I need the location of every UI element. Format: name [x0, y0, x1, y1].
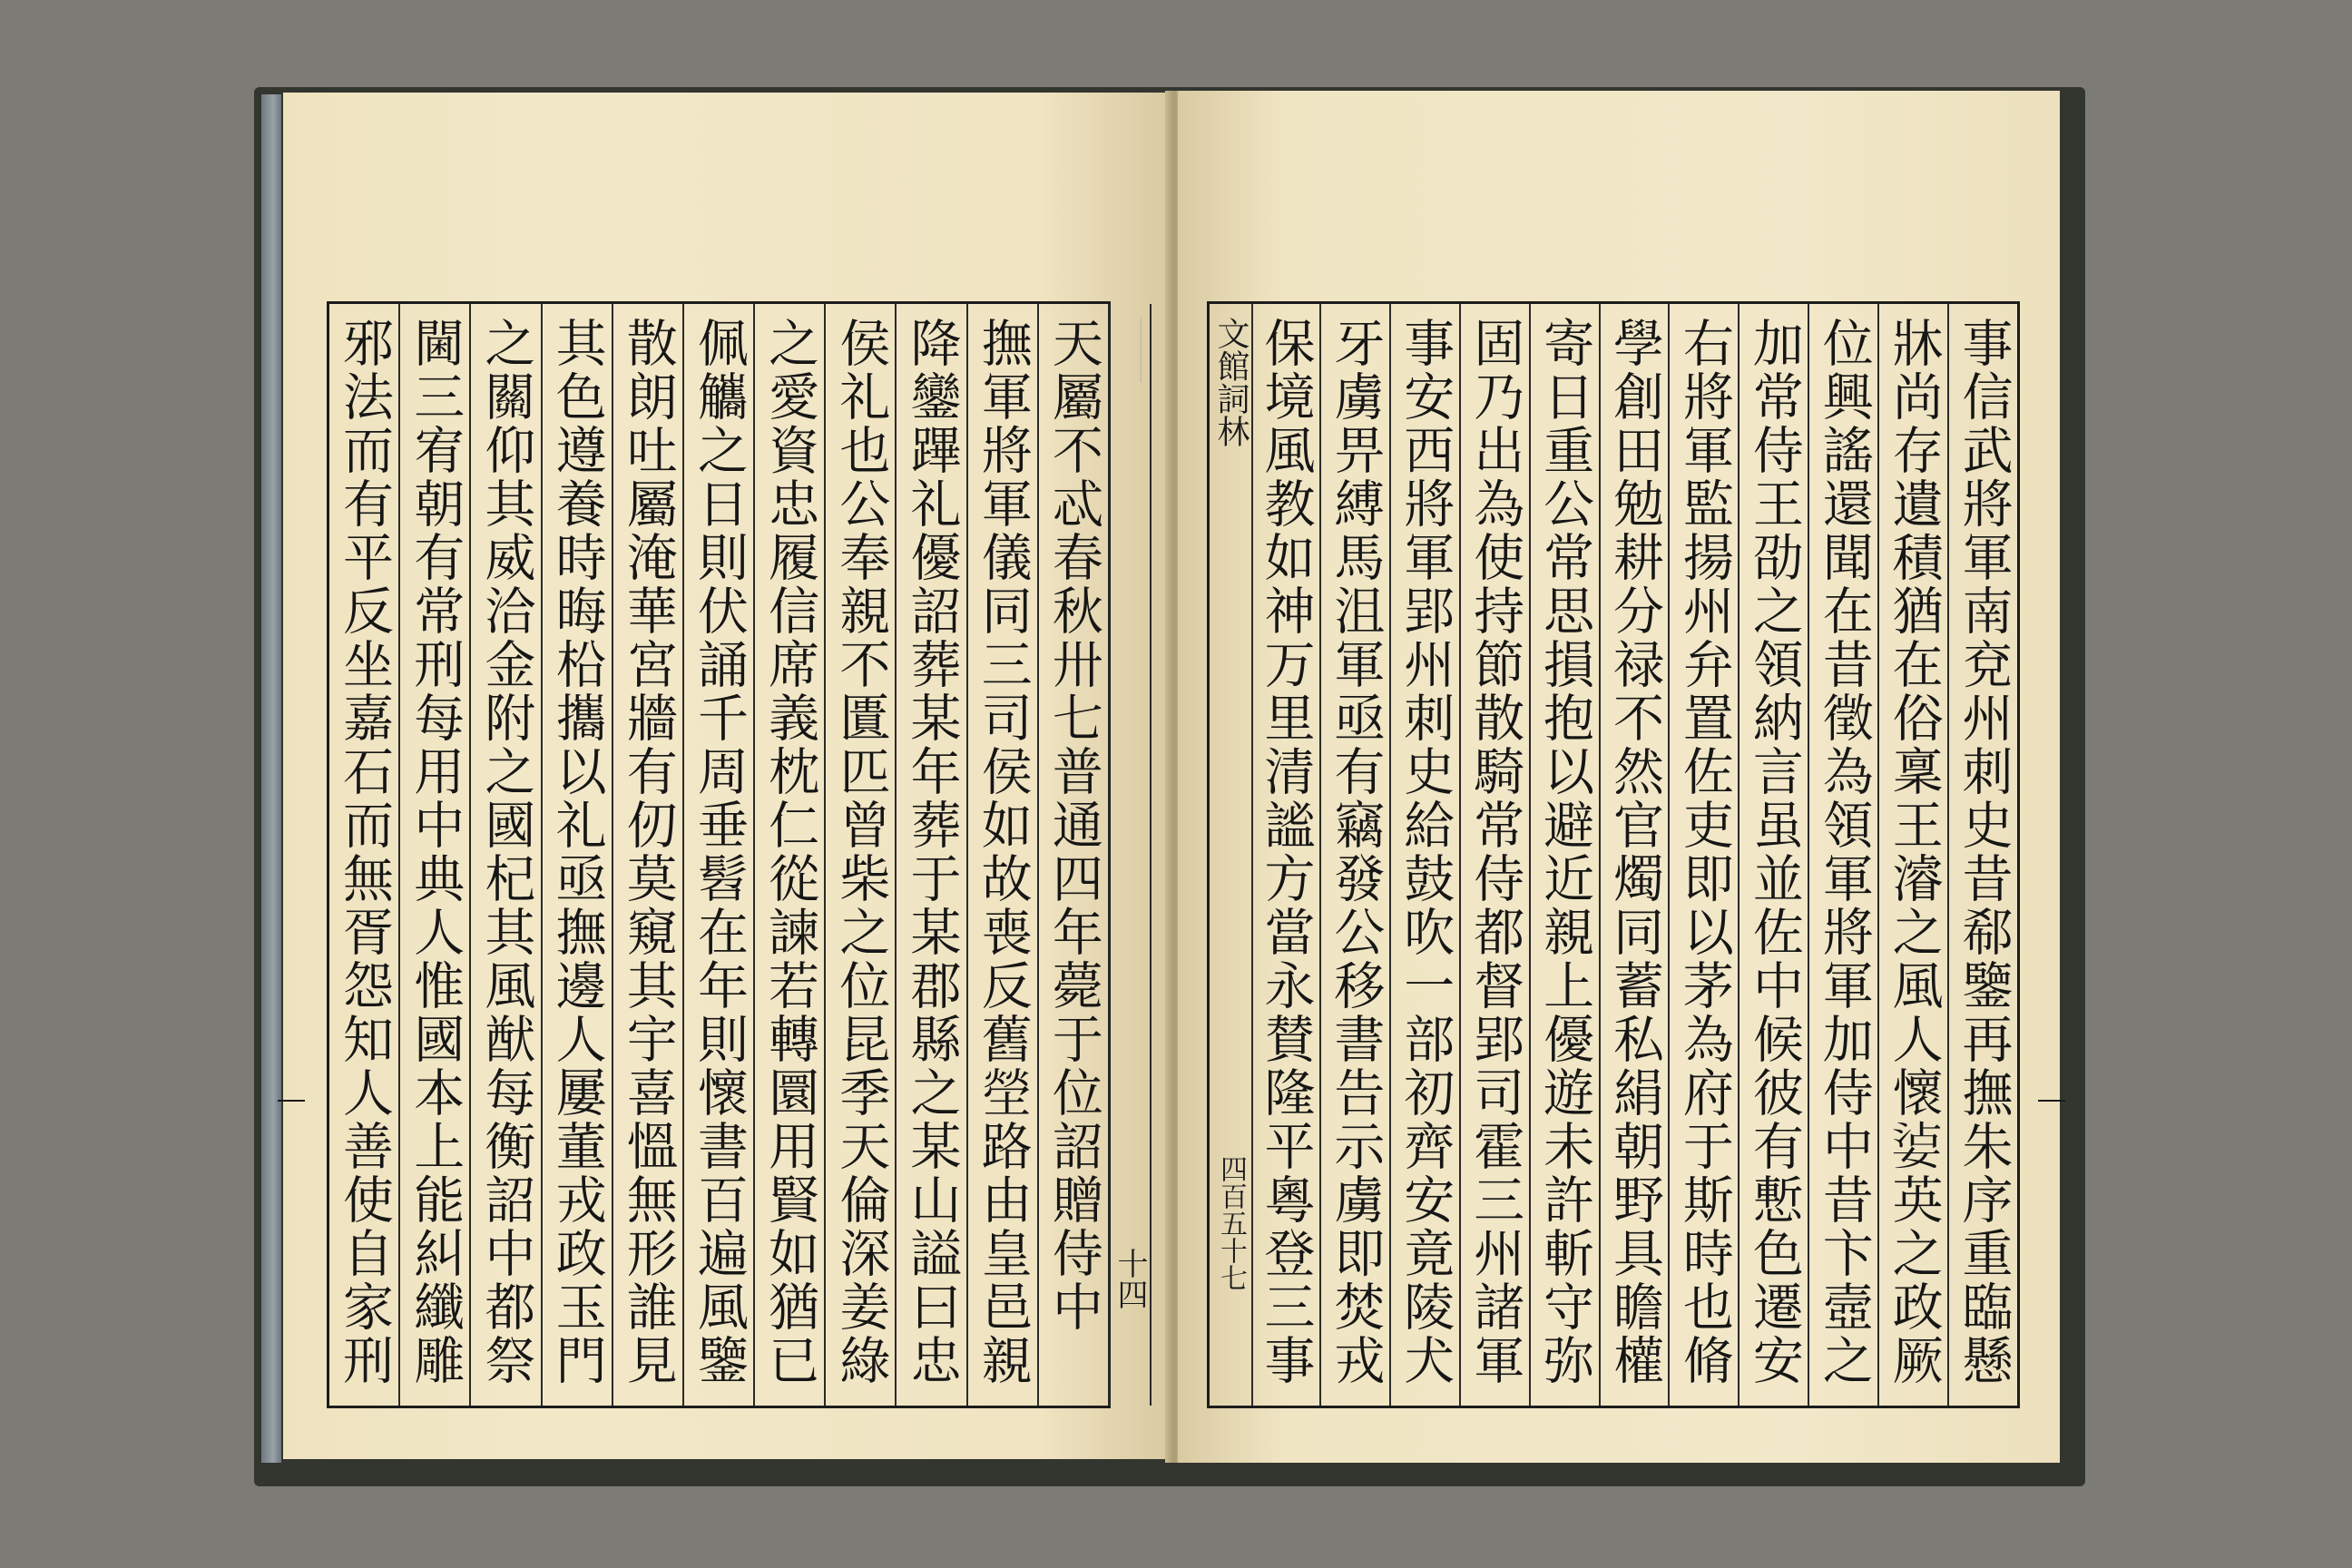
column-text: 佩觿之日則伏誦千周垂髫在年則懷書百遍風鑒 — [689, 317, 749, 1387]
left-center-tick — [278, 1100, 305, 1102]
column-text: 侯礼也公奉親不匱匹曾柴之位昆季天倫深姜綠 — [831, 317, 891, 1387]
left-text-column — [541, 304, 612, 1406]
show-through-mark: ⸻ — [1126, 316, 1158, 384]
left-text-column — [398, 304, 469, 1406]
column-text: 固乃出為使持節散騎常侍都督郢司霍三州諸軍 — [1465, 317, 1525, 1387]
column-text: 牀尚存遺積猶在俗稟王濬之風人懷𡝫英之政厥 — [1884, 317, 1944, 1387]
column-text: 之關仰其威洽金附之國杞其風猷每衡詔中都祭 — [476, 317, 536, 1387]
right-text-column — [1319, 304, 1389, 1406]
left-text-column — [824, 304, 895, 1406]
column-text: 加常侍王劭之領納言虽並佐中候彼有慙色遷安 — [1744, 317, 1804, 1387]
column-text: 位興謠還聞在昔徵為領軍將軍加侍中昔卞壼之 — [1814, 317, 1874, 1387]
right-text-column — [1599, 304, 1669, 1406]
column-text: 邪法而有平反坐嘉石而無胥怨知人善使自家刑 — [335, 317, 395, 1387]
left-text-column — [1037, 304, 1108, 1406]
book-spine-cloth — [261, 94, 281, 1463]
left-columns — [329, 304, 1108, 1406]
column-text: 降鑾蹕礼優詔葬某年葬于某郡縣之某山謚曰忠 — [902, 317, 962, 1387]
right-folio: 四百五十七 — [1215, 1155, 1247, 1291]
left-text-column — [682, 304, 753, 1406]
left-text-column — [612, 304, 682, 1406]
right-text-column — [1947, 304, 2017, 1406]
column-text: 保境風教如神万里清謐方當永賛隆平粵登三事 — [1256, 317, 1316, 1387]
left-text-column — [966, 304, 1037, 1406]
column-text: 之愛資忠履信席義枕仁從諫若轉圜用賢如猶已 — [760, 317, 820, 1387]
right-columns — [1251, 304, 2017, 1406]
left-text-frame — [327, 301, 1148, 1408]
left-text-column — [895, 304, 965, 1406]
column-text: 事安西將軍郢州刺史給鼓吹一部初齊安竟陵犬 — [1396, 317, 1455, 1387]
right-text-frame — [1207, 301, 2020, 1408]
right-text-column — [1389, 304, 1459, 1406]
right-header-column — [1210, 304, 1253, 1406]
column-text: 右將軍監揚州弁置佐吏即以茅為府于斯時也脩 — [1674, 317, 1734, 1387]
left-text-column — [753, 304, 824, 1406]
column-text: 天屬不忒春秋卅七普通四年薨于位詔贈侍中 — [1044, 317, 1103, 1334]
right-text-column — [1738, 304, 1808, 1406]
column-text: 撫軍將軍儀同三司侯如故喪反舊塋路由皇邑親 — [973, 317, 1033, 1387]
left-text-column — [469, 304, 540, 1406]
right-text-column — [1529, 304, 1599, 1406]
right-header: 文館詞林 — [1212, 317, 1250, 447]
right-text-column — [1877, 304, 1947, 1406]
right-text-column — [1808, 304, 1877, 1406]
column-text: 其色遵養時晦柗攜以礼亟撫邊人屢董戎政玉門 — [547, 317, 607, 1387]
column-text: 寄日重公常思損抱以避近親上優遊未許斬守弥 — [1535, 317, 1595, 1387]
left-text-column — [329, 304, 398, 1406]
column-text: 散朗吐屬淹華宮牆有仞莫窺其宇喜慍無形誰見 — [618, 317, 678, 1387]
column-text: 事信武將軍南兗州刺史昔郗鑒再撫朱序重臨懸 — [1954, 317, 2014, 1387]
column-text: 學創田勉耕分禄不然官燭同蓄私絹朝野具瞻權 — [1605, 317, 1665, 1387]
column-text: 牙虜畀縛馬沮軍亟有竊發公移書告示虜即焚戎 — [1326, 317, 1386, 1387]
right-text-column — [1459, 304, 1529, 1406]
right-text-column — [1668, 304, 1738, 1406]
right-text-column — [1251, 304, 1319, 1406]
right-center-tick — [2038, 1100, 2065, 1102]
column-text: 閫三宥朝有常刑每用中典人惟國本上能糾纖雕 — [406, 317, 466, 1387]
left-folio-column — [1108, 304, 1152, 1406]
left-folio: 十四 — [1112, 1248, 1148, 1309]
